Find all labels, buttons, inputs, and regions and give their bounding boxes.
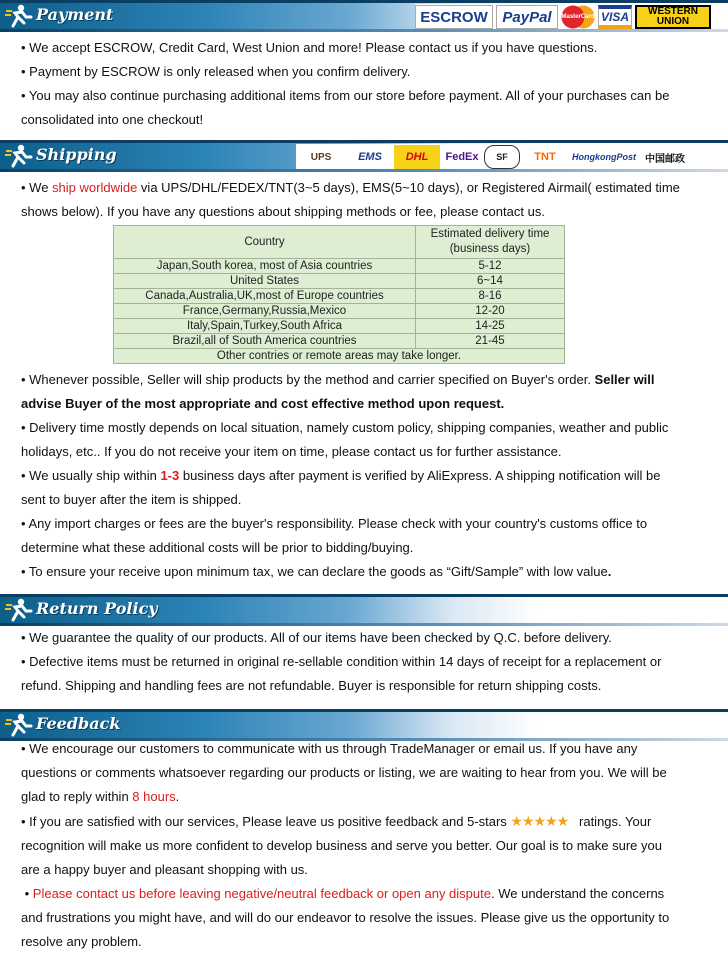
ems-logo: EMS xyxy=(358,151,382,163)
header-line: Estimated delivery time xyxy=(430,228,550,240)
section-title: Payment xyxy=(36,5,114,24)
feedback-line: resolve any problem. xyxy=(21,934,142,949)
feedback-line: recognition will make us more confident to develop business and serve you better. Our goal is to make sure you xyxy=(21,838,662,853)
payment-line: • You may also continue purchasing additional items from our store before payment. All of your purchases can be xyxy=(21,88,670,103)
shipping-paragraph: advise Buyer of the most appropriate and cost effective method upon request. xyxy=(21,396,505,411)
escrow-logo: ESCROW xyxy=(415,5,493,29)
table-header-row xyxy=(114,226,565,259)
payment-logos xyxy=(415,4,728,30)
runner-icon xyxy=(4,2,34,30)
shipping-header xyxy=(0,140,728,172)
shipping-paragraph: • Any import charges or fees are the buyer's responsibility. Please check with your country's customs office to xyxy=(21,516,648,531)
hongkong-post-logo: HongkongPost xyxy=(572,152,636,162)
delivery-time-table xyxy=(113,225,565,364)
fedex-logo: FedEx xyxy=(445,151,479,163)
paypal-logo: PayPal xyxy=(496,5,558,29)
feedback-line: • We encourage our customers to communicate with us through TradeManager or email us. If you have any xyxy=(21,741,638,756)
section-title: Return Policy xyxy=(36,599,158,618)
table-row xyxy=(114,334,565,349)
text: • Whenever possible, Seller will ship products by the method and carrier specified on Buyer's order. xyxy=(21,372,591,387)
runner-icon xyxy=(4,142,34,170)
highlight-text: ship worldwide xyxy=(52,180,138,195)
days-cell: 6~14 xyxy=(416,274,565,289)
visa-logo: VISA xyxy=(598,5,632,29)
footer-cell: Other contries or remote areas may take longer. xyxy=(114,349,565,364)
feedback-line: questions or comments whatsoever regarding our products or listing, we are waiting to hear from you. We will be xyxy=(21,765,667,780)
feedback-line: and frustrations you might have, and will do our endeavor to resolve the issues. Please give us the opportunity to xyxy=(21,910,670,925)
china-post-logo: 中国邮政 xyxy=(645,153,685,165)
text: • We usually ship within xyxy=(21,468,161,483)
payment-line: • We accept ESCROW, Credit Card, West Union and more! Please contact us if you have questions. xyxy=(21,40,598,55)
feedback-line xyxy=(0,882,728,906)
shipping-details xyxy=(0,368,728,584)
country-cell: Brazil,all of South America countries xyxy=(114,334,416,349)
shipping-intro xyxy=(0,176,728,200)
shipping-paragraph: holidays, etc.. If you do not receive your item on time, please contact us for further assistance. xyxy=(21,444,562,459)
shipping-paragraph: sent to buyer after the item is shipped. xyxy=(21,492,242,507)
days-cell: 12-20 xyxy=(416,304,565,319)
table-row xyxy=(114,289,565,304)
wu-line1: WESTERN xyxy=(648,6,698,17)
ups-logo: UPS xyxy=(310,151,332,163)
runner-icon xyxy=(4,596,34,624)
text: • If you are satisfied with our services, Please leave us positive feedback and 5-stars xyxy=(21,814,511,829)
table-row xyxy=(114,259,565,274)
wu-line2: UNION xyxy=(656,16,690,27)
table-row xyxy=(114,319,565,334)
header-line: (business days) xyxy=(449,243,531,255)
text: • To ensure your receive upon minimum tax, we can declare the goods as “Gift/Sample” with low value xyxy=(21,564,608,579)
table-row xyxy=(114,304,565,319)
column-header-country: Country xyxy=(114,226,416,259)
section-title: Feedback xyxy=(36,714,121,733)
return-line: • We guarantee the quality of our products. All of our items have been checked by Q.C. before delivery. xyxy=(21,630,612,645)
country-cell: Italy,Spain,Turkey,South Africa xyxy=(114,319,416,334)
text: via UPS/DHL/FEDEX/TNT(3~5 days), EMS(5~10 days), or Registered Airmail( estimated time xyxy=(137,180,680,195)
text: • We xyxy=(21,180,53,195)
mastercard-logo: MasterCard xyxy=(561,5,595,29)
shipping-paragraph xyxy=(0,368,728,392)
table-footer-row xyxy=(114,349,565,364)
return-line: refund. Shipping and handling fees are not refundable. Buyer is responsible for return shipping costs. xyxy=(21,678,602,693)
western-union-logo xyxy=(635,5,711,29)
days-cell: 5-12 xyxy=(416,259,565,274)
payment-line: consolidated into one checkout! xyxy=(21,112,204,127)
shipping-intro-2: shows below). If you have any questions about shipping methods or fee, please contact us. xyxy=(21,204,545,219)
text: glad to reply within xyxy=(21,789,133,804)
return-policy-header xyxy=(0,594,728,626)
highlight-text: 8 hours xyxy=(132,789,176,804)
sf-logo: SF xyxy=(484,145,520,169)
column-header-time xyxy=(416,226,565,259)
feedback-body xyxy=(0,737,728,954)
shipping-paragraph: determine what these additional costs will be prior to bidding/buying. xyxy=(21,540,414,555)
runner-icon xyxy=(4,711,34,739)
text: . We understand the concerns xyxy=(490,886,665,901)
country-cell: France,Germany,Russia,Mexico xyxy=(114,304,416,319)
dhl-logo: DHL xyxy=(394,145,440,169)
text: • xyxy=(21,886,33,901)
country-cell: Canada,Australia,UK,most of Europe countries xyxy=(114,289,416,304)
text: ratings. Your xyxy=(568,814,652,829)
text: business days after payment is verified by AliExpress. A shipping notification will be xyxy=(179,468,661,483)
feedback-line: are a happy buyer and pleasant shopping with us. xyxy=(21,862,308,877)
country-cell: United States xyxy=(114,274,416,289)
payment-header xyxy=(0,0,728,32)
return-policy-body xyxy=(0,626,728,698)
country-cell: Japan,South korea, most of Asia countries xyxy=(114,259,416,274)
feedback-line xyxy=(0,785,728,809)
shipping-paragraph xyxy=(0,464,728,488)
feedback-line xyxy=(0,809,728,834)
shipping-paragraph xyxy=(0,560,728,584)
payment-body xyxy=(0,36,728,132)
highlight-text: Please contact us before leaving negative/neutral feedback or open any dispute xyxy=(32,886,491,901)
return-line: • Defective items must be returned in original re-sellable condition within 14 days of receipt for a replacement or xyxy=(21,654,662,669)
bold-text: Seller will xyxy=(590,372,655,387)
text: . xyxy=(607,564,612,579)
five-stars-icon: ★★★★★ xyxy=(510,813,569,829)
table-row xyxy=(114,274,565,289)
days-cell: 14-25 xyxy=(416,319,565,334)
payment-line: • Payment by ESCROW is only released when you confirm delivery. xyxy=(21,64,411,79)
tnt-logo: TNT xyxy=(534,151,556,163)
shipping-logos xyxy=(296,144,710,170)
shipping-body xyxy=(0,176,728,224)
text: . xyxy=(175,789,180,804)
days-cell: 8-16 xyxy=(416,289,565,304)
highlight-text: 1-3 xyxy=(160,468,180,483)
section-title: Shipping xyxy=(36,145,117,164)
days-cell: 21-45 xyxy=(416,334,565,349)
shipping-paragraph: • Delivery time mostly depends on local situation, namely custom policy, shipping companies, weather and public xyxy=(21,420,669,435)
